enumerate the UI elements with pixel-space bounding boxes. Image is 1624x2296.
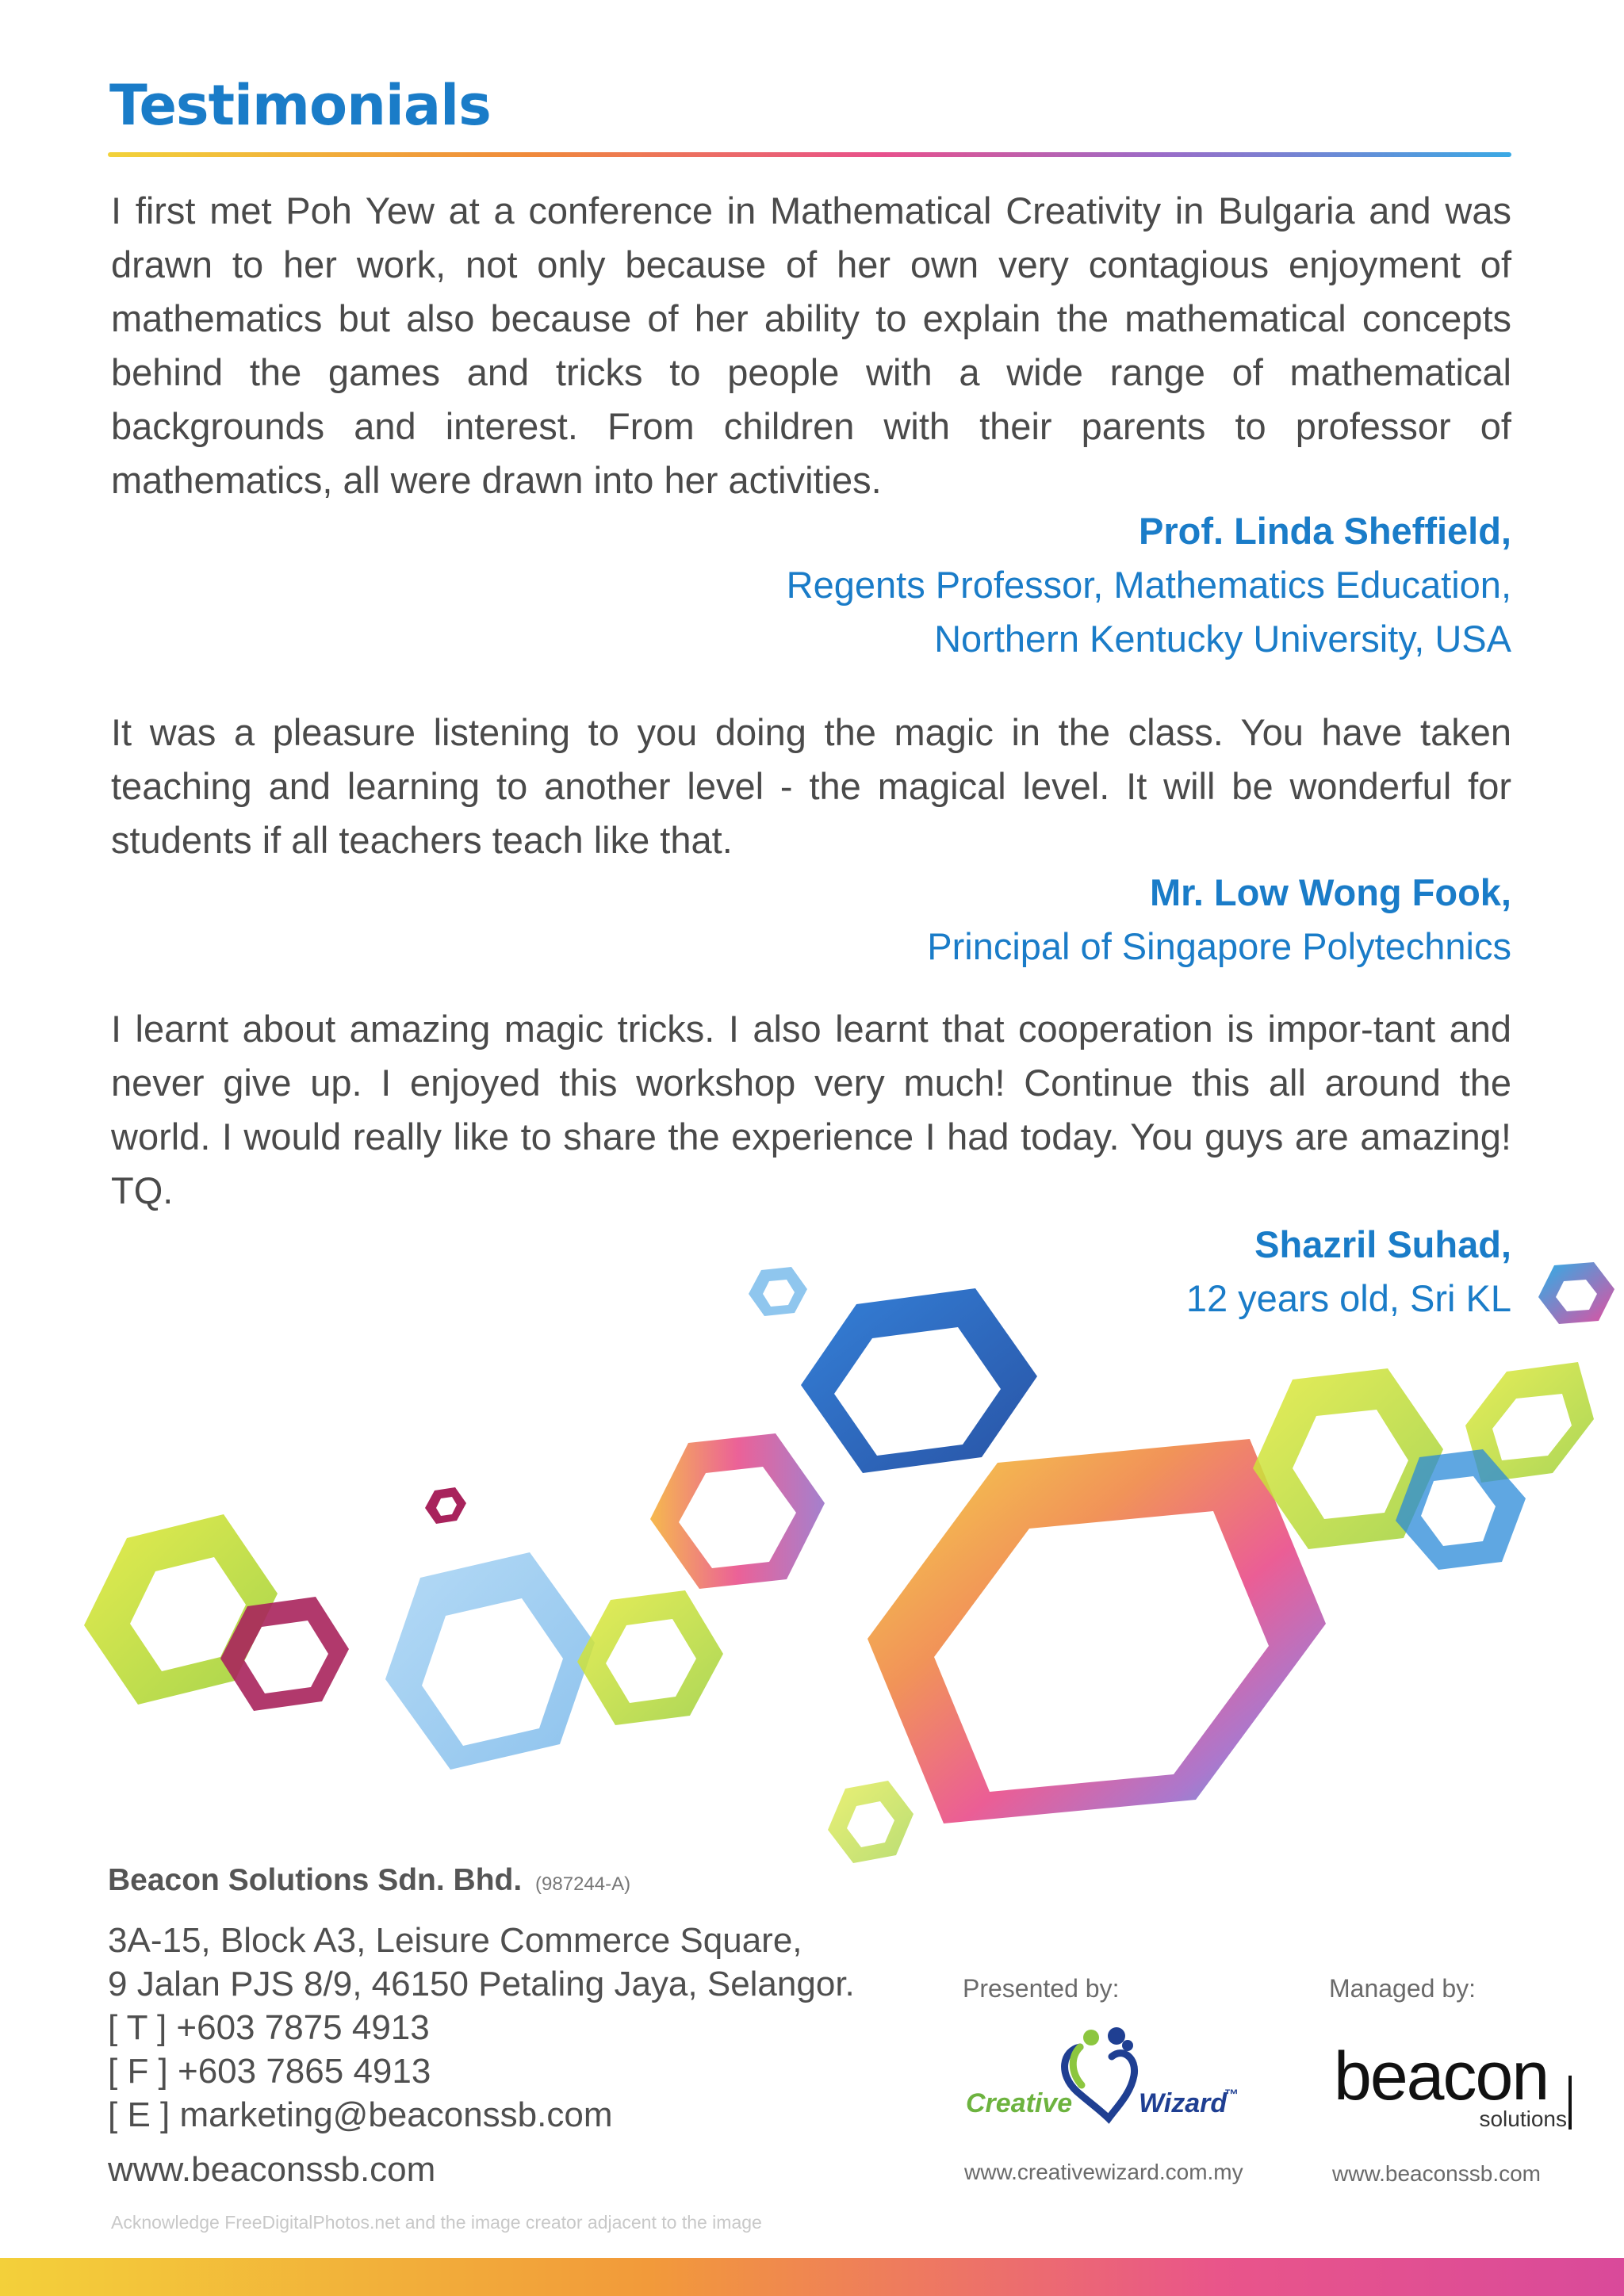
logo-trademark: ™ [1224,2087,1239,2103]
hexagon-decoration [0,1221,1624,1903]
managed-by-label: Managed by: [1329,1974,1477,2003]
presented-by-label: Presented by: [963,1974,1120,2003]
image-acknowledgement: Acknowledge FreeDigitalPhotos.net and the image creator adjacent to the image [111,2212,762,2233]
testimonial-role-3: 12 years old, Sri KL [1185,1277,1511,1319]
beacon-url[interactable]: www.beaconssb.com [1332,2161,1542,2186]
testimonial-quote-1: I first met Poh Yew at a conference in Mathematical Creativity in Bulgaria and was drawn to her work, not only because of her own very contagious enjoyment of mathematics but also because of her ability to explain the mathematical concepts behind the games and tricks to people with a wide range of mathematical backgrounds and interest. From children with their parents to professor of mathematics, all were drawn into her activities. [111,189,1511,501]
logo-word-solutions: solutions [1479,2107,1567,2131]
testimonial-quote-2: It was a pleasure listening to you doing the magic in the class. You have taken teaching and learning to another level - the magical level. It will be wonderful for students if all teachers teach like that. [111,711,1511,861]
fax-number: [ F ] +603 7865 4913 [108,2052,431,2091]
phone-number: [ T ] +603 7875 4913 [108,2008,430,2047]
logo-word-wizard: Wizard [1139,2088,1228,2118]
company-address [108,1919,855,2137]
testimonial-attribution-2 [927,866,1511,974]
company-name-text: Beacon Solutions Sdn. Bhd. [108,1863,523,1897]
testimonial-role-1a: Regents Professor, Mathematics Education, [786,564,1511,606]
company-name [108,1863,630,1898]
creative-wizard-url[interactable]: www.creativewizard.com.my [964,2160,1243,2184]
logo-word-creative: Creative [966,2088,1073,2118]
creative-wizard-logo [961,2023,1278,2134]
page-title: Testimonials [109,73,491,138]
email-address[interactable]: [ E ] marketing@beaconssb.com [108,2095,613,2134]
testimonial-role-1b: Northern Kentucky University, USA [934,618,1511,660]
beacon-solutions-logo [1332,2038,1586,2141]
testimonial-author-3: Shazril Suhad, [1254,1223,1511,1265]
testimonial-role-2: Principal of Singapore Polytechnics [927,925,1511,967]
address-line-1: 3A-15, Block A3, Leisure Commerce Square, [108,1921,802,1960]
logo-word-beacon: beacon [1334,2038,1549,2114]
company-registration: (987244-A) [535,1873,631,1895]
company-website-link[interactable]: www.beaconssb.com [108,2150,436,2189]
address-line-2: 9 Jalan PJS 8/9, 46150 Petaling Jaya, Selangor. [108,1965,855,2003]
testimonial-author-2: Mr. Low Wong Fook, [1149,871,1511,913]
title-divider [108,152,1511,157]
testimonial-attribution-1 [787,504,1511,666]
testimonial-quote-3: I learnt about amazing magic tricks. I also learnt that cooperation is impor-tant and never give up. I enjoyed this workshop very much! Continue this all around the world. I would really like to share the experience I had today. You guys are amazing! TQ. [111,1008,1511,1211]
bottom-color-bar [0,2258,1624,2296]
testimonial-author-1: Prof. Linda Sheffield, [1138,510,1511,552]
